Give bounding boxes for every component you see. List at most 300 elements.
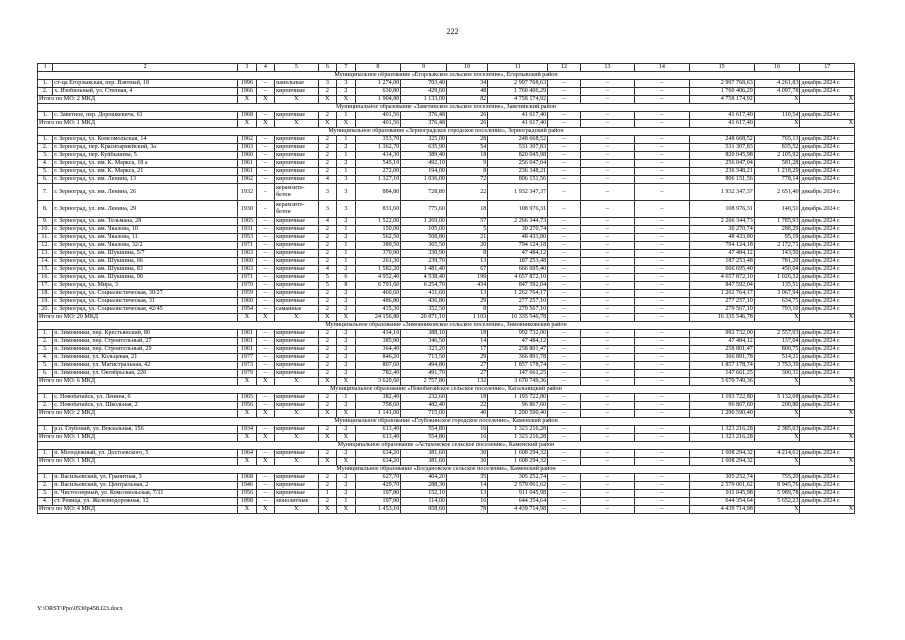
table-cell: 7. bbox=[38, 184, 53, 201]
table-cell: 2 bbox=[318, 402, 336, 410]
total-cell: 3 620,60 bbox=[355, 378, 401, 386]
total-cell: – bbox=[548, 434, 581, 442]
table-cell: 1 bbox=[337, 112, 355, 120]
table-cell: 666 695,40 bbox=[488, 266, 548, 274]
total-cell: X bbox=[238, 458, 256, 466]
table-cell: 1. bbox=[38, 136, 53, 144]
total-cell: 554,80 bbox=[401, 434, 447, 442]
table-row bbox=[38, 362, 855, 370]
total-cell: X bbox=[800, 120, 855, 128]
table-cell: г. Зерноград, ул. им. Ленина, 29 bbox=[53, 201, 238, 218]
table-cell: 545,10 bbox=[355, 160, 401, 168]
table-cell: г. Зерноград, ул. им. Тельмана, 28 bbox=[53, 218, 238, 226]
table-cell: 21 bbox=[446, 234, 487, 242]
table-cell: 2. bbox=[38, 338, 53, 346]
table-cell: 1962 bbox=[238, 176, 256, 184]
table-cell: – bbox=[635, 474, 689, 482]
table-cell: 1973 bbox=[238, 362, 256, 370]
table-cell: кирпичные bbox=[275, 290, 319, 298]
total-cell: X bbox=[275, 96, 319, 104]
table-cell: – bbox=[580, 370, 634, 378]
column-number: 7 bbox=[337, 64, 355, 72]
table-cell: – bbox=[548, 426, 581, 434]
table-cell: – bbox=[635, 152, 689, 160]
table-cell: – bbox=[548, 250, 581, 258]
table-cell: 435,30 bbox=[355, 306, 401, 314]
total-cell: – bbox=[580, 458, 634, 466]
total-cell: 958,60 bbox=[401, 506, 447, 514]
total-cell: 16 bbox=[446, 434, 487, 442]
municipality-section-row bbox=[38, 466, 855, 474]
table-cell: г. Зерноград, ул. им. К. Маркса, 18 а bbox=[53, 160, 238, 168]
table-cell: – bbox=[256, 450, 274, 458]
table-cell: 1960 bbox=[238, 258, 256, 266]
table-cell: – bbox=[635, 290, 689, 298]
table-cell: – bbox=[548, 338, 581, 346]
table-cell: 1962 bbox=[238, 136, 256, 144]
table-cell: – bbox=[580, 354, 634, 362]
table-cell: 5. bbox=[38, 168, 53, 176]
total-cell: – bbox=[580, 96, 634, 104]
table-cell: 781,20 bbox=[754, 258, 800, 266]
total-cell: 1 323 216,28 bbox=[488, 434, 548, 442]
total-label: Итого по МО: 20 МКД bbox=[38, 314, 238, 322]
table-cell: 1971 bbox=[238, 274, 256, 282]
table-cell: – bbox=[256, 354, 274, 362]
table-cell: – bbox=[580, 144, 634, 152]
table-cell: 26 bbox=[446, 112, 487, 120]
table-row bbox=[38, 338, 855, 346]
table-cell: 150,00 bbox=[355, 226, 401, 234]
table-row bbox=[38, 354, 855, 362]
table-cell: 108 976,31 bbox=[488, 201, 548, 218]
table-cell: 1961 bbox=[238, 168, 256, 176]
table-cell: – bbox=[548, 112, 581, 120]
total-cell: – bbox=[580, 434, 634, 442]
table-cell: 1 857 178,74 bbox=[689, 362, 754, 370]
table-cell: 450,04 bbox=[754, 266, 800, 274]
table-cell: 2 bbox=[337, 218, 355, 226]
total-cell: 16 335 546,78 bbox=[689, 314, 754, 322]
table-cell: 3 bbox=[318, 184, 336, 201]
table-cell: – bbox=[635, 306, 689, 314]
table-cell: кирпичные bbox=[275, 234, 319, 242]
table-cell: 30 270,74 bbox=[488, 226, 548, 234]
table-cell: – bbox=[548, 362, 581, 370]
table-cell: 713,50 bbox=[401, 354, 447, 362]
column-number: 4 bbox=[256, 64, 274, 72]
table-cell: – bbox=[635, 266, 689, 274]
table-cell: 1956 bbox=[238, 490, 256, 498]
table-cell: – bbox=[256, 234, 274, 242]
total-cell: 78 bbox=[446, 506, 487, 514]
table-cell: 2 bbox=[318, 362, 336, 370]
table-cell: декабрь 2024 г. bbox=[800, 136, 855, 144]
table-cell: 782,40 bbox=[355, 370, 401, 378]
table-cell: – bbox=[256, 201, 274, 218]
total-label: Итого по МО: 4 МКД bbox=[38, 506, 238, 514]
table-cell: – bbox=[256, 362, 274, 370]
column-number: 12 bbox=[548, 64, 581, 72]
table-cell: 57 bbox=[446, 218, 487, 226]
table-row bbox=[38, 274, 855, 282]
table-cell: 2 bbox=[318, 168, 336, 176]
table-cell: – bbox=[635, 201, 689, 218]
table-cell: – bbox=[635, 426, 689, 434]
table-cell: – bbox=[580, 80, 634, 88]
table-cell: – bbox=[548, 370, 581, 378]
table-cell: – bbox=[580, 490, 634, 498]
table-cell: 2 bbox=[318, 144, 336, 152]
table-cell: – bbox=[635, 184, 689, 201]
table-cell: 2 bbox=[337, 474, 355, 482]
table-cell: – bbox=[580, 250, 634, 258]
total-cell: X bbox=[337, 410, 355, 418]
table-cell: кирпичные bbox=[275, 450, 319, 458]
table-cell: 1 193 722,80 bbox=[689, 394, 754, 402]
table-cell: 16. bbox=[38, 274, 53, 282]
table-cell: 1932 bbox=[238, 184, 256, 201]
total-cell: X bbox=[800, 506, 855, 514]
table-cell: саманные bbox=[275, 306, 319, 314]
table-cell: – bbox=[548, 88, 581, 96]
table-cell: декабрь 2024 г. bbox=[800, 242, 855, 250]
table-cell: 6 791,60 bbox=[355, 282, 401, 290]
table-cell: 300,31 bbox=[754, 370, 800, 378]
table-cell: 2 bbox=[318, 152, 336, 160]
total-cell: X bbox=[256, 410, 274, 418]
total-cell: 1 904,80 bbox=[355, 96, 401, 104]
table-cell: декабрь 2024 г. bbox=[800, 354, 855, 362]
table-cell: 2 105,92 bbox=[754, 152, 800, 160]
table-cell: – bbox=[635, 498, 689, 506]
table-cell: 1898 bbox=[238, 498, 256, 506]
table-cell: 2. bbox=[38, 144, 53, 152]
table-cell: 140,51 bbox=[754, 201, 800, 218]
table-cell: 486,80 bbox=[355, 298, 401, 306]
table-cell: г. Зерноград, пер. Красноармейский, 3а bbox=[53, 144, 238, 152]
table-cell: 1 323 216,28 bbox=[689, 426, 754, 434]
table-cell: 248 668,52 bbox=[689, 136, 754, 144]
table-cell: 13 bbox=[446, 490, 487, 498]
table-cell: 666 695,40 bbox=[689, 266, 754, 274]
table-cell: 35 bbox=[446, 474, 487, 482]
table-cell: 8 bbox=[446, 306, 487, 314]
table-cell: декабрь 2024 г. bbox=[800, 144, 855, 152]
table-cell: – bbox=[635, 346, 689, 354]
table-cell: 581,28 bbox=[754, 160, 800, 168]
table-cell: п. Васильевский, ул. Гранитная, 3 bbox=[53, 474, 238, 482]
table-cell: – bbox=[635, 490, 689, 498]
table-row bbox=[38, 250, 855, 258]
table-cell: п. Зимовники, ул. Октябрьская, 22б bbox=[53, 370, 238, 378]
table-cell: – bbox=[580, 394, 634, 402]
table-cell: г. Зерноград, ул. им. Чкалова, 10 bbox=[53, 226, 238, 234]
table-cell: 1 193 722,80 bbox=[488, 394, 548, 402]
table-cell: 13 bbox=[446, 290, 487, 298]
table-cell: керамзито-бетон bbox=[275, 184, 319, 201]
table-cell: кирпичные bbox=[275, 274, 319, 282]
table-cell: с. Новобатайск, ул. Школьная, 2 bbox=[53, 402, 238, 410]
table-cell: 9 bbox=[446, 160, 487, 168]
total-cell: X bbox=[800, 314, 855, 322]
table-cell: – bbox=[256, 184, 274, 201]
table-cell: 3 bbox=[337, 201, 355, 218]
total-cell: 132 bbox=[446, 378, 487, 386]
total-cell: 634,20 bbox=[355, 458, 401, 466]
table-cell: х. Изобильный, ул. Степная, 4 bbox=[53, 88, 238, 96]
table-cell: 1 608 294,32 bbox=[689, 450, 754, 458]
table-cell: 5. bbox=[38, 362, 53, 370]
table-cell: декабрь 2024 г. bbox=[800, 160, 855, 168]
table-cell: 703,40 bbox=[401, 80, 447, 88]
table-cell: – bbox=[635, 282, 689, 290]
municipality-title: Муниципальное образование «Глубокинское городское поселение», Каменский район bbox=[38, 418, 855, 426]
table-cell: 436,80 bbox=[401, 298, 447, 306]
column-number: 1 bbox=[38, 64, 53, 72]
table-cell: 508,80 bbox=[401, 234, 447, 242]
table-cell: 3 bbox=[337, 184, 355, 201]
table-row bbox=[38, 234, 855, 242]
table-cell: 2 bbox=[337, 234, 355, 242]
table-cell: 5 652,23 bbox=[754, 498, 800, 506]
table-cell: – bbox=[580, 258, 634, 266]
table-cell: 4 097,78 bbox=[754, 88, 800, 96]
total-cell: 41 617,40 bbox=[689, 120, 754, 128]
table-cell: 884,80 bbox=[355, 184, 401, 201]
table-cell: – bbox=[256, 80, 274, 88]
table-cell: 1934 bbox=[238, 426, 256, 434]
table-row bbox=[38, 298, 855, 306]
table-cell: с. Новобатайск, ул. Ленина, 6 bbox=[53, 394, 238, 402]
table-cell: – bbox=[256, 338, 274, 346]
table-cell: декабрь 2024 г. bbox=[800, 88, 855, 96]
table-cell: 847 592,04 bbox=[689, 282, 754, 290]
table-cell: 2 bbox=[318, 394, 336, 402]
table-cell: – bbox=[635, 144, 689, 152]
table-cell: ст. Ревица, ул. Железнодорожная, 12 bbox=[53, 498, 238, 506]
table-cell: – bbox=[256, 346, 274, 354]
table-cell: 2 bbox=[318, 250, 336, 258]
table-cell: 389,40 bbox=[401, 152, 447, 160]
column-number: 3 bbox=[238, 64, 256, 72]
total-cell: 4 758 174,92 bbox=[689, 96, 754, 104]
municipality-section-row bbox=[38, 322, 855, 330]
table-cell: 2 bbox=[337, 482, 355, 490]
table-cell: – bbox=[256, 274, 274, 282]
table-cell: 96 867,60 bbox=[488, 402, 548, 410]
table-cell: кирпичные bbox=[275, 426, 319, 434]
table-cell: 793,10 bbox=[754, 306, 800, 314]
table-cell: 1966 bbox=[238, 88, 256, 96]
table-cell: 2 bbox=[318, 450, 336, 458]
table-cell: 346,50 bbox=[401, 338, 447, 346]
table-cell: 806 151,56 bbox=[689, 176, 754, 184]
table-cell: 434,10 bbox=[355, 330, 401, 338]
table-cell: 411,60 bbox=[401, 290, 447, 298]
table-cell: – bbox=[635, 136, 689, 144]
table-cell: 2 bbox=[318, 306, 336, 314]
table-cell: декабрь 2024 г. bbox=[800, 394, 855, 402]
total-cell: X bbox=[256, 506, 274, 514]
table-cell: – bbox=[548, 490, 581, 498]
table-cell: 1 857 178,74 bbox=[488, 362, 548, 370]
total-cell: X bbox=[238, 410, 256, 418]
table-cell: 8 945,76 bbox=[754, 482, 800, 490]
table-cell: 54 bbox=[446, 144, 487, 152]
table-cell: – bbox=[635, 218, 689, 226]
table-cell: 1963 bbox=[238, 144, 256, 152]
table-cell: – bbox=[256, 176, 274, 184]
table-cell: 2 bbox=[318, 482, 336, 490]
table-cell: – bbox=[548, 306, 581, 314]
table-cell: п. Васильевский, ул. Центральная, 2 bbox=[53, 482, 238, 490]
table-cell: 2 bbox=[318, 258, 336, 266]
table-cell: 911 045,98 bbox=[488, 490, 548, 498]
table-cell: 48 bbox=[446, 88, 487, 96]
total-cell: X bbox=[754, 410, 800, 418]
table-cell: 5 bbox=[318, 274, 336, 282]
municipality-section-row bbox=[38, 418, 855, 426]
table-row bbox=[38, 112, 855, 120]
table-cell: 29 bbox=[446, 298, 487, 306]
table-cell: 22 bbox=[446, 402, 487, 410]
table-cell: 1963 bbox=[238, 250, 256, 258]
table-cell: 47 484,12 bbox=[488, 250, 548, 258]
table-cell: 3. bbox=[38, 346, 53, 354]
table-cell: 831,60 bbox=[355, 201, 401, 218]
table-cell: 2 bbox=[337, 346, 355, 354]
table-cell: – bbox=[548, 298, 581, 306]
table-cell: – bbox=[580, 346, 634, 354]
table-cell: 19. bbox=[38, 298, 53, 306]
table-cell: 288,30 bbox=[401, 482, 447, 490]
table-cell: декабрь 2024 г. bbox=[800, 250, 855, 258]
table-cell: 8 bbox=[446, 250, 487, 258]
table-cell: 846,20 bbox=[355, 354, 401, 362]
table-cell: 135,51 bbox=[754, 282, 800, 290]
table-cell: 1963 bbox=[238, 266, 256, 274]
municipality-section-row bbox=[38, 72, 855, 80]
table-cell: 2 bbox=[318, 160, 336, 168]
table-cell: – bbox=[635, 402, 689, 410]
table-cell: 279 567,10 bbox=[488, 306, 548, 314]
table-cell: 482,40 bbox=[401, 402, 447, 410]
table-cell: 18. bbox=[38, 290, 53, 298]
total-cell: X bbox=[337, 458, 355, 466]
table-cell: 256 047,04 bbox=[689, 160, 754, 168]
table-cell: – bbox=[256, 218, 274, 226]
table-cell: декабрь 2024 г. bbox=[800, 234, 855, 242]
total-cell: – bbox=[635, 314, 689, 322]
total-cell: X bbox=[238, 506, 256, 514]
table-cell: кирпичные bbox=[275, 160, 319, 168]
table-cell: – bbox=[256, 152, 274, 160]
table-cell: 1979 bbox=[238, 370, 256, 378]
column-number: 11 bbox=[488, 64, 548, 72]
table-row bbox=[38, 426, 855, 434]
table-cell: 2 bbox=[318, 338, 336, 346]
table-cell: – bbox=[580, 338, 634, 346]
table-cell: кирпичные bbox=[275, 250, 319, 258]
table-cell: – bbox=[635, 168, 689, 176]
table-cell: 562,50 bbox=[355, 234, 401, 242]
table-cell: 370,90 bbox=[355, 250, 401, 258]
total-cell: X bbox=[275, 506, 319, 514]
table-cell: 110,54 bbox=[754, 112, 800, 120]
table-cell: декабрь 2024 г. bbox=[800, 362, 855, 370]
table-row bbox=[38, 306, 855, 314]
table-cell: декабрь 2024 г. bbox=[800, 498, 855, 506]
table-cell: 2 266 344,73 bbox=[488, 218, 548, 226]
table-cell: 261,30 bbox=[355, 258, 401, 266]
table-cell: 2 bbox=[318, 298, 336, 306]
table-cell: 800,75 bbox=[754, 346, 800, 354]
table-cell: 30 bbox=[446, 450, 487, 458]
table-cell: 194,00 bbox=[401, 168, 447, 176]
table-cell: 6. bbox=[38, 176, 53, 184]
table-cell: 197,80 bbox=[355, 490, 401, 498]
table-cell: 277 257,10 bbox=[488, 298, 548, 306]
table-cell: г. Зерноград, ул. Социалистическая, 30/27 bbox=[53, 290, 238, 298]
table-cell: – bbox=[635, 242, 689, 250]
table-cell: – bbox=[635, 394, 689, 402]
table-cell: 236 348,21 bbox=[689, 168, 754, 176]
table-cell: 630,80 bbox=[355, 88, 401, 96]
table-cell: декабрь 2024 г. bbox=[800, 266, 855, 274]
table-cell: 2 bbox=[337, 354, 355, 362]
table-cell: декабрь 2024 г. bbox=[800, 184, 855, 201]
table-cell: 4. bbox=[38, 498, 53, 506]
table-cell: 3 bbox=[337, 176, 355, 184]
table-cell: 376,48 bbox=[401, 112, 447, 120]
table-row bbox=[38, 152, 855, 160]
table-cell: 48 433,80 bbox=[488, 234, 548, 242]
table-cell: 12. bbox=[38, 242, 53, 250]
table-cell: 1931 bbox=[238, 226, 256, 234]
table-cell: 2. bbox=[38, 88, 53, 96]
table-cell: 992 732,00 bbox=[689, 330, 754, 338]
table-cell: 1953 bbox=[238, 234, 256, 242]
table-row bbox=[38, 282, 855, 290]
table-cell: 366 891,78 bbox=[689, 354, 754, 362]
total-cell: X bbox=[238, 96, 256, 104]
table-cell: 30 270,74 bbox=[689, 226, 754, 234]
table-cell: 634,75 bbox=[754, 298, 800, 306]
table-row bbox=[38, 346, 855, 354]
table-cell: 187 253,48 bbox=[689, 258, 754, 266]
table-cell: 48 433,80 bbox=[689, 234, 754, 242]
table-cell: декабрь 2024 г. bbox=[800, 282, 855, 290]
table-row bbox=[38, 168, 855, 176]
table-cell: 2 385,03 bbox=[754, 426, 800, 434]
table-cell: 1 760 406,29 bbox=[689, 88, 754, 96]
table-cell: – bbox=[256, 290, 274, 298]
total-cell: 3 670 749,36 bbox=[689, 378, 754, 386]
total-label: Итого по МО: 1 МКД bbox=[38, 120, 238, 128]
column-number: 13 bbox=[580, 64, 634, 72]
table-cell: 2 bbox=[337, 298, 355, 306]
table-cell: п. Молодежный, ул. Достоевского, 5 bbox=[53, 450, 238, 458]
table-row bbox=[38, 330, 855, 338]
table-cell: – bbox=[635, 160, 689, 168]
municipality-section-row bbox=[38, 386, 855, 394]
table-cell: 1930 bbox=[238, 201, 256, 218]
table-cell: – bbox=[256, 330, 274, 338]
total-cell: X bbox=[754, 506, 800, 514]
table-row bbox=[38, 218, 855, 226]
table-cell: 2 172,71 bbox=[754, 242, 800, 250]
